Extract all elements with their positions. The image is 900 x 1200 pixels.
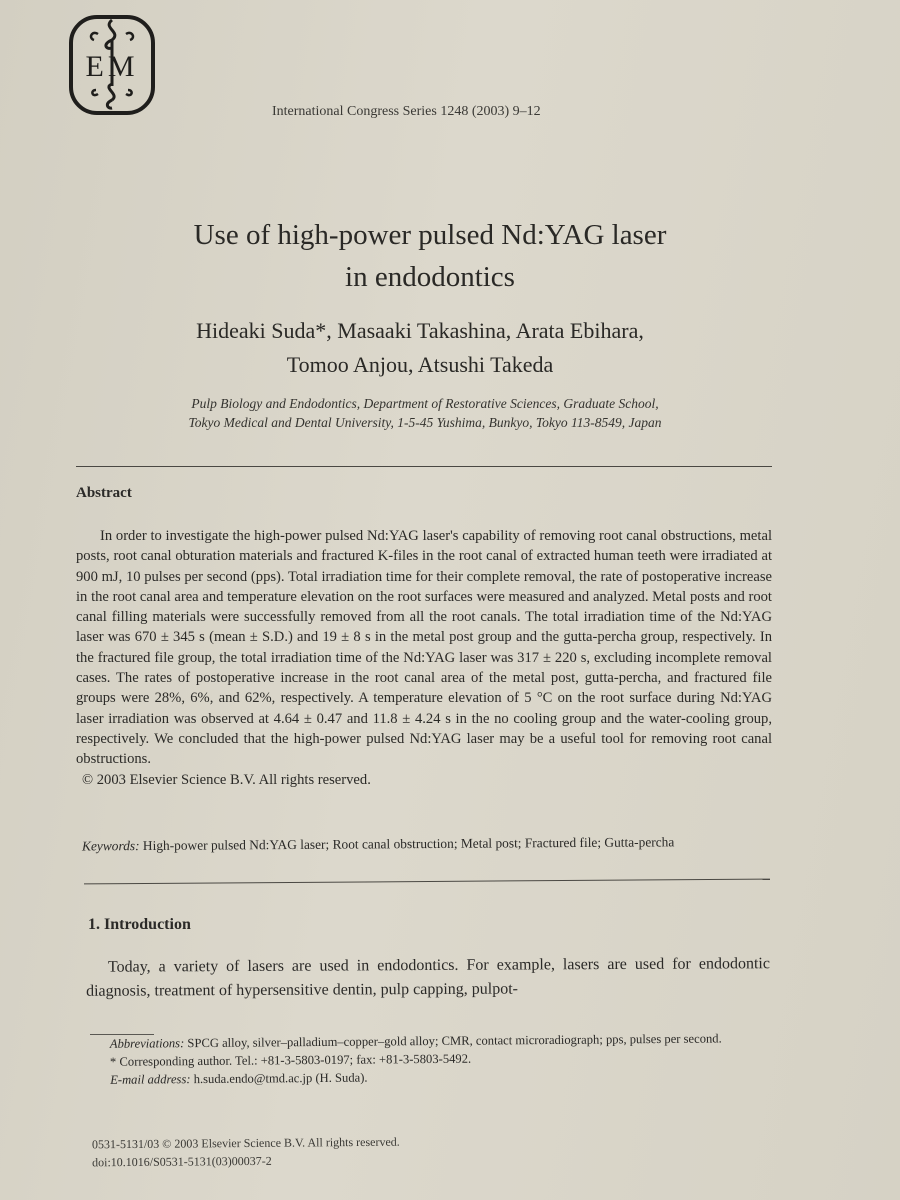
footnotes [88, 1029, 778, 1089]
logo-text: EM [85, 50, 139, 83]
issn-line: 0531-5131/03 © 2003 Elsevier Science B.V. All rights reserved. [91, 1134, 400, 1152]
abbreviations-label: Abbreviations: [109, 1036, 185, 1051]
divider-top [76, 466, 772, 467]
affiliation-line1: Pulp Biology and Endodontics, Department of Restorative Sciences, Graduate School, [191, 396, 659, 411]
author-list [100, 314, 740, 382]
journal-reference: International Congress Series 1248 (2003) 9–12 [272, 104, 541, 119]
author-line1: Hideaki Suda*, Masaaki Takashina, Arata Ebihara, [196, 318, 644, 343]
introduction-body: Today, a variety of lasers are used in endodontics. For example, lasers are used for endodontic diagnosis, treatment of hypersensitive dentin, pulp capping, pulpot- [86, 955, 770, 1000]
publisher-logo-icon [68, 14, 156, 116]
keywords-text: High-power pulsed Nd:YAG laser; Root canal obstruction; Metal post; Fractured file; Gutta-percha [142, 834, 675, 854]
affiliation [100, 394, 750, 432]
bottom-matter [92, 1133, 400, 1172]
divider-bottom [84, 879, 770, 885]
author-line2: Tomoo Anjou, Atsushi Takeda [286, 352, 554, 377]
abstract-body [76, 526, 772, 790]
keywords [82, 834, 782, 855]
affiliation-line2: Tokyo Medical and Dental University, 1-5-45 Yushima, Bunkyo, Tokyo 113-8549, Japan [188, 415, 662, 430]
paper-title [80, 214, 780, 298]
paper-title-line2: in endodontics [345, 261, 515, 293]
paper-title-line1: Use of high-power pulsed Nd:YAG laser [193, 219, 667, 251]
abbreviations-text: SPCG alloy, silver–palladium–copper–gold alloy; CMR, contact microradiograph; pps, pulses per second. [187, 1031, 722, 1051]
keywords-label: Keywords: [81, 838, 140, 854]
doi-line: doi:10.1016/S0531-5131(03)00037-2 [92, 1153, 272, 1170]
footnote-corresponding: * Corresponding author. Tel.: +81-3-5803-0197; fax: +81-3-5803-5492. [109, 1051, 472, 1069]
abstract-copyright: © 2003 Elsevier Science B.V. All rights reserved. [82, 771, 371, 788]
introduction-heading: 1. Introduction [88, 916, 191, 933]
email-text: h.suda.endo@tmd.ac.jp (H. Suda). [193, 1070, 368, 1087]
abstract-heading: Abstract [76, 485, 132, 501]
email-label: E-mail address: [110, 1072, 191, 1087]
abstract-text: In order to investigate the high-power pulsed Nd:YAG laser's capability of removing root canal obstructions, metal posts, root canal obturation materials and fractured K-files in the root canal of extracted human teeth were irradiated at 900 mJ, 10 pulses per second (pps). Total irradiation time for their complete removal, the rate of postoperative increase in the root canal area and temperature elevation on the root surfaces were measured and analyzed. Metal posts and root canal filling materials were successfully removed from all the root canals. The total irradiation time of the Nd:YAG laser was 670 ± 345 s (mean ± S.D.) and 19 ± 8 s in the metal post group and the gutta-percha group, respectively. In the fractured file group, the total irradiation time of the Nd:YAG laser was 317 ± 220 s, excluding incomplete removal cases. The rates of postoperative increase in the root canal area of the metal post, gutta-percha, and fractured file groups were 28%, 6%, and 62%, respectively. A temperature elevation of 5 °C on the root surface during Nd:YAG laser irradiation was observed at 4.64 ± 0.47 and 11.8 ± 4.24 s in the no cooling group and the water-cooling group, respectively. We concluded that the high-power pulsed Nd:YAG laser may be a useful tool for removing root canal obstructions. [76, 528, 772, 768]
